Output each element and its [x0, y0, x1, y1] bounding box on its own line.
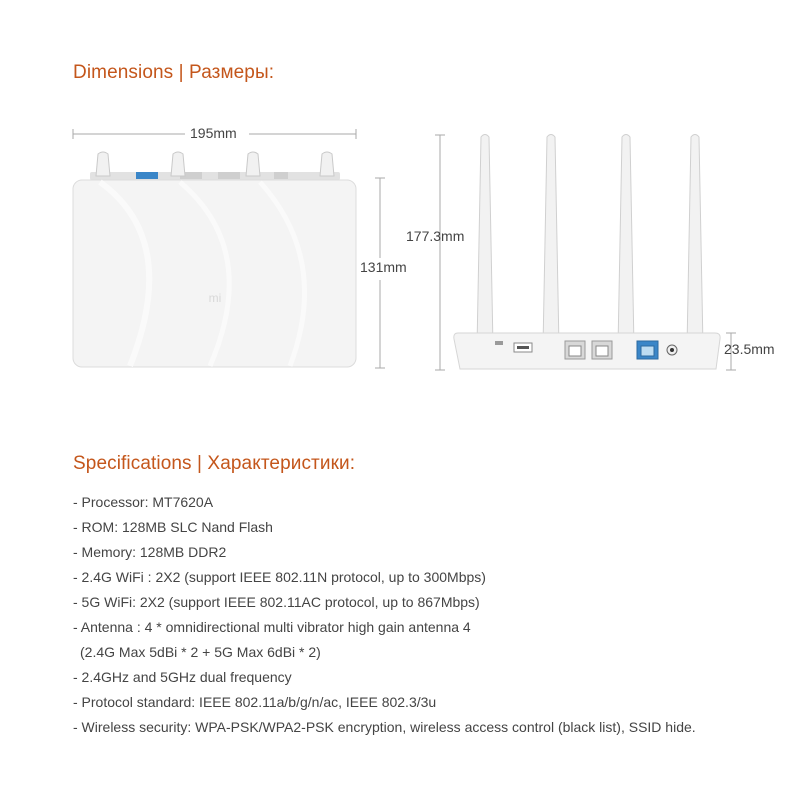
spec-antenna-gain: (2.4G Max 5dBi * 2 + 5G Max 6dBi * 2): [80, 644, 321, 660]
spec-list: [73, 490, 696, 740]
spec-processor: - Processor: MT7620A: [73, 494, 214, 510]
mi-logo: mi: [208, 291, 222, 305]
spec-wifi-2g: - 2.4G WiFi : 2X2 (support IEEE 802.11N protocol, up to 300Mbps): [73, 569, 486, 585]
body-height-label: 23.5mm: [724, 341, 775, 357]
height-with-antenna-label: 177.3mm: [406, 228, 465, 244]
spec-wifi-5g: - 5G WiFi: 2X2 (support IEEE 802.11AC protocol, up to 867Mbps): [73, 594, 480, 610]
spec-rom: - ROM: 128MB SLC Nand Flash: [73, 519, 273, 535]
spec-protocol-standard: - Protocol standard: IEEE 802.11a/b/g/n/ac, IEEE 802.3/3u: [73, 694, 437, 710]
spec-antenna: - Antenna : 4 * omnidirectional multi vibrator high gain antenna 4: [73, 619, 471, 635]
width-label: 195mm: [190, 125, 237, 141]
specifications-heading: Specifications | Характеристики:: [73, 453, 356, 474]
dimensions-heading: Dimensions | Размеры:: [73, 62, 275, 83]
spec-dual-frequency: - 2.4GHz and 5GHz dual frequency: [73, 669, 292, 685]
router-front-view: [425, 125, 755, 375]
depth-label: 131mm: [360, 259, 407, 275]
spec-wireless-security: - Wireless security: WPA-PSK/WPA2-PSK encryption, wireless access control (black list), SSID hide.: [73, 719, 696, 735]
spec-memory: - Memory: 128MB DDR2: [73, 544, 227, 560]
router-top-view: [60, 120, 390, 380]
